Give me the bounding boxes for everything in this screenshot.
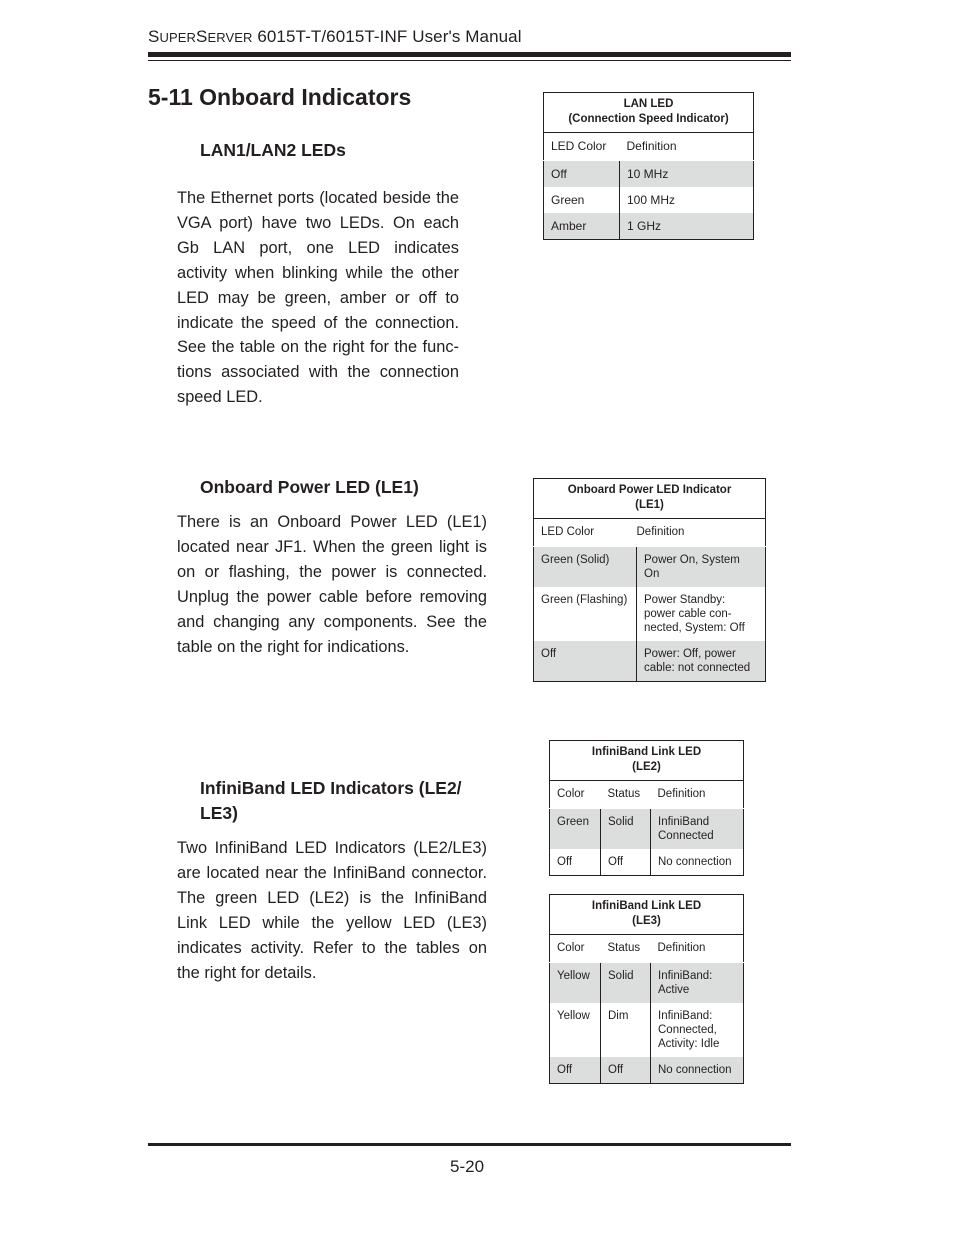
table-cell: 100 MHz [627, 193, 676, 207]
table-cell: Power On, System On [637, 547, 766, 588]
table-cell: Green (Flashing) [534, 587, 637, 641]
power-col-color: LED Color [534, 519, 637, 547]
table-cell: InfiniBand Connected [651, 809, 744, 850]
power-heading: Onboard Power LED (LE1) [200, 477, 419, 497]
le2-col-status: Status [601, 781, 651, 809]
table-cell: Off [601, 849, 651, 876]
lan-paragraph: The Ethernet ports (located beside the VGA port) have two LEDs. On each Gb LAN port, one LED indicates activity when blinking while the other LED may be green, amber or off to indicate the speed of the connection. See the table on the right for the func-tions associated with the connection speed LED. [177, 189, 459, 407]
table-cell: Off [550, 1057, 601, 1084]
table-cell: 10 MHz [620, 161, 754, 188]
power-table-title: Onboard Power LED Indicator (LE1) [534, 479, 766, 519]
table-cell: Green [544, 187, 620, 213]
table-cell: Power: Off, power cable: not connected [637, 641, 766, 682]
table-cell: Yellow [550, 1003, 601, 1057]
le2-col-definition: Definition [651, 781, 744, 809]
header-rule [148, 52, 791, 57]
le2-table-title: InfiniBand Link LED (LE2) [550, 741, 744, 781]
table-cell: InfiniBand: Active [651, 963, 744, 1004]
lan-col-definition: Definition [620, 133, 754, 161]
table-cell: Solid [601, 963, 651, 1004]
table-cell: Yellow [550, 963, 601, 1004]
infiniband-le2-table [549, 740, 744, 876]
running-header: SUPERSERVER 6015T-T/6015T-INF User's Manual [148, 27, 522, 46]
table-cell: Off [534, 641, 637, 682]
le3-col-status: Status [601, 935, 651, 963]
le3-table-title: InfiniBand Link LED (LE3) [550, 895, 744, 935]
power-col-definition: Definition [637, 519, 766, 547]
table-cell: Green [550, 809, 601, 850]
table-cell: No connection [651, 1057, 744, 1084]
le3-col-definition: Definition [651, 935, 744, 963]
footer-rule [148, 1143, 791, 1146]
table-cell: No connection [658, 856, 732, 868]
table-cell: Amber [544, 213, 620, 240]
lan-heading: LAN1/LAN2 LEDs [200, 140, 346, 160]
table-cell: InfiniBand: Connected, Activity: Idle [658, 1010, 720, 1050]
infiniband-le3-table [549, 894, 744, 1084]
table-cell: 1 GHz [620, 213, 754, 240]
page-number: 5-20 [450, 1157, 485, 1176]
table-cell: Off [601, 1057, 651, 1084]
table-cell: Solid [601, 809, 651, 850]
le3-col-color: Color [550, 935, 601, 963]
table-cell: Dim [601, 1003, 651, 1057]
lan-col-color: LED Color [544, 133, 620, 161]
table-cell: Off [550, 849, 601, 876]
section-title: 5-11 Onboard Indicators [148, 84, 412, 110]
table-cell: Power Standby: power cable con-nected, System: Off [644, 594, 745, 634]
le2-col-color: Color [550, 781, 601, 809]
header-rule-thin [148, 60, 791, 61]
power-paragraph: There is an Onboard Power LED (LE1) located near JF1. When the green light is on or flashing, the power is connected. Unplug the power cable before removing and changing any components. See the table on the right for indications. [177, 513, 487, 656]
table-cell: Off [544, 161, 620, 188]
power-led-table [533, 478, 766, 682]
table-cell: Green (Solid) [534, 547, 637, 588]
lan-table-title: LAN LED (Connection Speed Indicator) [544, 93, 754, 133]
infiniband-paragraph: Two InfiniBand LED Indicators (LE2/LE3) are located near the InfiniBand connector. The green LED (LE2) is the InfiniBand Link LED while the yellow LED (LE3) indicates activity. Refer to the tables on the right for details. [177, 839, 487, 982]
lan-led-table [543, 92, 754, 240]
infiniband-heading: InfiniBand LED Indicators (LE2/ LE3) [200, 778, 462, 823]
